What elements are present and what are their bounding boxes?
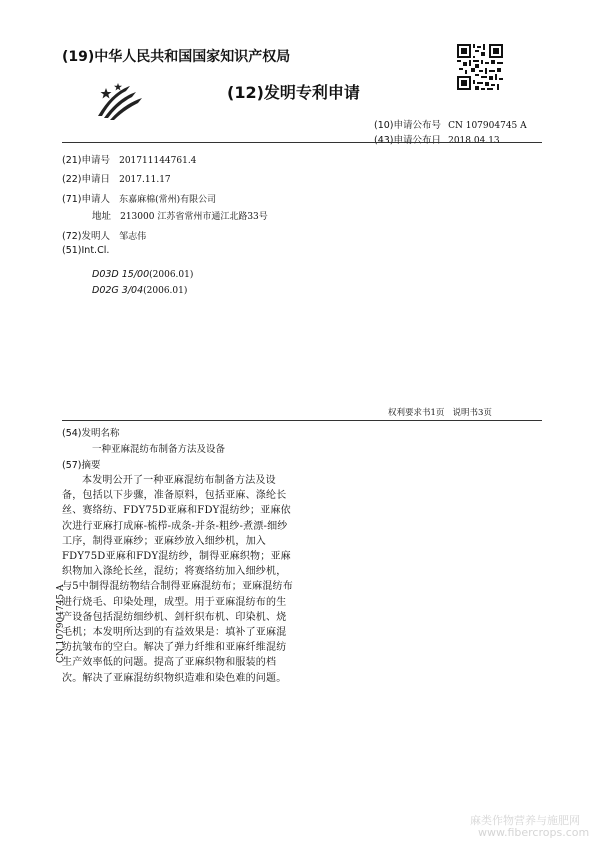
ipc-code-2-version: (2006.01) bbox=[143, 286, 188, 296]
filing-date bbox=[62, 167, 171, 186]
address-label: 地址 bbox=[92, 211, 112, 222]
invention-title: 一种亚麻混纺布制备方法及设备 bbox=[92, 444, 226, 455]
pub-date-value: 2018.04.13 bbox=[448, 136, 500, 146]
abstract-label: (57)摘要 bbox=[62, 460, 101, 471]
inventor-label: (72)发明人 bbox=[62, 231, 111, 242]
applicant-label: (71)申请人 bbox=[62, 194, 111, 205]
pub-no-value: CN 107904745 A bbox=[448, 121, 527, 131]
pub-date-label: (43)申请公布日 bbox=[374, 135, 442, 146]
cnipa-logo-icon bbox=[96, 82, 152, 126]
title-label: (54)发明名称 bbox=[62, 428, 120, 439]
side-publication-number: CN 107904745 A bbox=[56, 584, 66, 663]
filing-date-label: (22)申请日 bbox=[62, 174, 111, 185]
ipc-code-2 bbox=[92, 278, 187, 297]
publication-date bbox=[374, 128, 500, 147]
filing-date-value: 2017.11.17 bbox=[119, 175, 171, 185]
inventor-value: 邹志伟 bbox=[119, 232, 147, 242]
inventor bbox=[62, 224, 146, 243]
document-type: (12)发明专利申请 bbox=[227, 83, 360, 102]
app-no-value: 201711144761.4 bbox=[119, 156, 197, 166]
watermark-text: 麻类作物营养与施肥网 bbox=[470, 814, 580, 827]
ipc-code-2-code: D02G 3/04 bbox=[92, 285, 144, 296]
office-name: (19)中华人民共和国国家知识产权局 bbox=[62, 49, 291, 65]
qr-code-icon[interactable] bbox=[457, 44, 503, 90]
application-number bbox=[62, 148, 196, 167]
watermark-url: www.fibercrops.com bbox=[478, 826, 590, 839]
abstract-text: 本发明公开了一种亚麻混纺布制备方法及设备，包括以下步骤，准备原料，包括亚麻、涤纶长丝、赛络纺、FDY75D亚麻和FDY混纺纱；亚麻依次进行亚麻打成麻-梳栉-成条-并条-粗纱-煮漂-细纱工序，制得亚麻纱；亚麻纱放入细纱机，加入FDY75D亚麻和FDY混纺纱，制得亚麻织物；亚麻织物加入涤纶长丝，混纺；将赛络纺加入细纱机，与5中制得混纺物结合制得亚麻混纺布；亚麻混纺布进行烧毛、印染处理，成型。用于亚麻混纺布的生产设备包括混纺细纱机、剑杆织布机、印染机、烧毛机；本发明所达到的有益效果是：填补了亚麻混纺抗皱布的空白。解决了弹力纤维和亚麻纤维混纺生产效率低的问题。提高了亚麻织物和服装的档次。解决了亚麻混纺织物织造难和染色难的问题。 bbox=[62, 475, 293, 684]
pub-no-label: (10)申请公布号 bbox=[374, 120, 442, 131]
app-no-label: (21)申请号 bbox=[62, 155, 111, 166]
address bbox=[92, 204, 268, 223]
address-value: 213000 江苏省常州市通江北路33号 bbox=[120, 212, 268, 222]
int-cl-label: (51)Int.Cl. bbox=[62, 245, 110, 256]
abstract-divider bbox=[62, 420, 542, 421]
ipc-code-1-code: D03D 15/00 bbox=[92, 269, 150, 280]
applicant-value: 东嘉麻棉(常州)有限公司 bbox=[119, 195, 217, 205]
ipc-code-1-version: (2006.01) bbox=[149, 270, 194, 280]
pages-info: 权利要求书1页 说明书3页 bbox=[388, 408, 492, 418]
header-divider bbox=[62, 142, 542, 143]
